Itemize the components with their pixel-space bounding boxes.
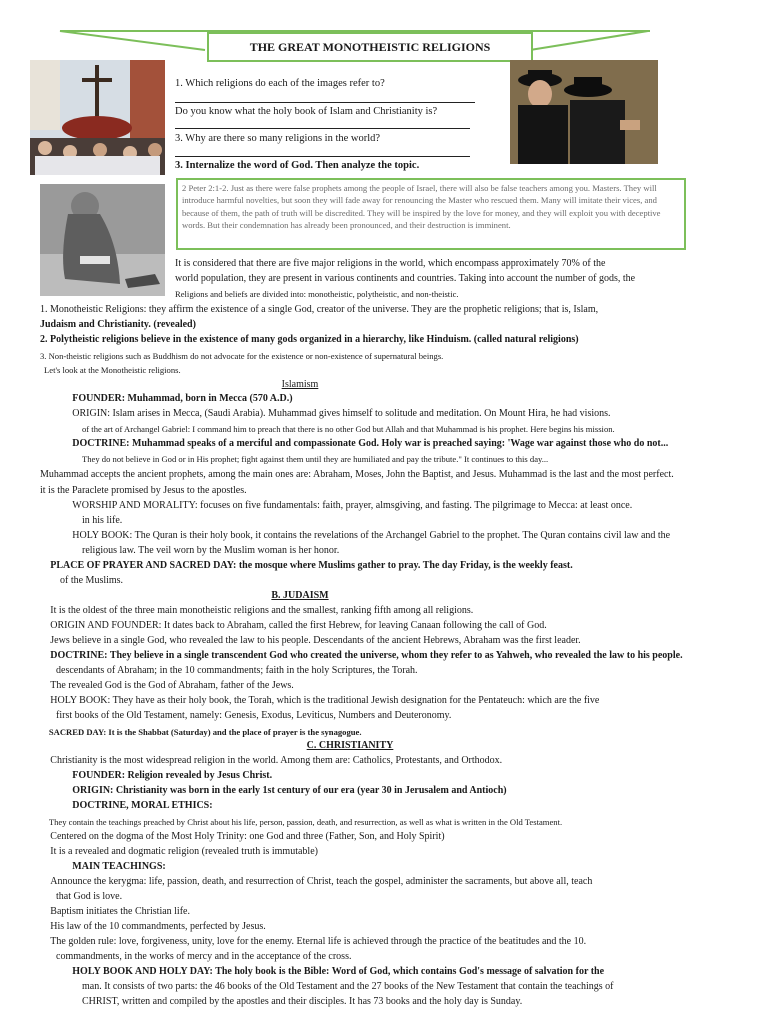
section-heading-islam: Islamism bbox=[281, 379, 319, 390]
christianity-line: Announce the kerygma: life, passion, death, and resurrection of Christ, teach the gospel, administer the sacraments, but above all, teach bbox=[40, 876, 583, 887]
bible-quote: 2 Peter 2:1-2. Just as there were false prophets among the people of Israel, there will also be false teachers among you. Masters. They will introduce harmful novelties, but soon they will fade away for renouncing the Master who rescued them. Many will imitate their vices, and because of them, the path of truth will be discredited. They will be inspired by the love for money, and they will exploit you with deceptive words. But their condemnation has already been pronounced, and their destruction is imminent. bbox=[176, 178, 686, 250]
religion-type-1-cont: Judaism and Christianity. (revealed) bbox=[40, 319, 196, 330]
judaism-doctrine: DOCTRINE: They believe in a single transcendent God who created the universe, whom they refer to as Yahweh, who revealed the law to his people. bbox=[40, 650, 673, 661]
religion-type-1: 1. Monotheistic Religions: they affirm the existence of a single God, creator of the universe. They are the prophetic religions; that is, Islam, bbox=[40, 304, 599, 315]
section-heading-judaism: B. JUDAISM bbox=[271, 590, 329, 601]
christianity-line: It is a revealed and dogmatic religion (revealed truth is immutable) bbox=[40, 846, 308, 857]
christianity-line: The golden rule: love, forgiveness, unity, love for the enemy. Eternal life is achieved through the practice of the beatitudes and the 10. bbox=[40, 936, 576, 947]
muslim-prayer-photo bbox=[40, 184, 165, 296]
christianity-line: They contain the teachings preached by Christ about his life, person, passion, death, and resurrection, as well as what is written in the Old Testament. bbox=[40, 817, 554, 827]
judaism-line: It is the oldest of the three main monotheistic religions and the smallest, ranking fifth among all religions. bbox=[40, 605, 463, 616]
islam-holy-book: HOLY BOOK: The Quran is their holy book, it contains the revelations of the Archangel Gabriel to the prophet. The Quran contains civil law and the bbox=[62, 530, 660, 541]
judaism-line: Jews believe in a single God, who revealed the law to his people. Descendants of the ancient Hebrews, Abraham was the first leader. bbox=[40, 635, 571, 646]
christianity-main-teachings: MAIN TEACHINGS: bbox=[62, 861, 156, 872]
religion-type-3: 3. Non-theistic religions such as Buddhism do not advocate for the existence or non-existence of supernatural beings. bbox=[40, 351, 444, 361]
religion-type-2: 2. Polytheistic religions believe in the existence of many gods organized in a hierarchy, like Hinduism. (called natural religions) bbox=[40, 334, 579, 345]
intro-line: Religions and beliefs are divided into: monotheistic, polytheistic, and non-theistic. bbox=[175, 289, 459, 299]
judaism-origin: ORIGIN AND FOUNDER: It dates back to Abraham, called the first Hebrew, for leaving Canaan following the call of God. bbox=[40, 620, 537, 631]
judaism-sacred-day: SACRED DAY: It is the Shabbat (Saturday) and the place of prayer is the synagogue. bbox=[40, 727, 353, 737]
christianity-line: Baptism initiates the Christian life. bbox=[40, 906, 180, 917]
islam-founder: FOUNDER: Muhammad, born in Mecca (570 A.D.) bbox=[62, 393, 283, 404]
christianity-line: His law of the 10 commandments, perfected by Jesus. bbox=[40, 921, 256, 932]
islam-prophets-cont: it is the Paraclete promised by Jesus to the apostles. bbox=[40, 485, 247, 496]
intro-line: world population, they are present in various continents and countries. Taking into account the number of gods, the bbox=[175, 273, 636, 284]
answer-line bbox=[175, 156, 470, 157]
islam-origin: ORIGIN: Islam arises in Mecca, (Saudi Arabia). Muhammad gives himself to solitude and meditation. On Mount Hira, he had visions. bbox=[62, 408, 601, 419]
judaism-holy-book: HOLY BOOK: They have as their holy book, the Torah, which is the traditional Jewish designation for the Pentateuch: which are the five bbox=[40, 695, 590, 706]
procession-photo bbox=[30, 60, 165, 175]
christianity-line-cont: commandments, in the works of mercy and in the acceptance of the cross. bbox=[56, 951, 352, 962]
judaism-line: The revealed God is the God of Abraham, father of the Jews. bbox=[40, 680, 284, 691]
answer-line bbox=[175, 128, 470, 129]
section-heading-christianity: C. CHRISTIANITY bbox=[306, 740, 394, 751]
islam-place-cont: of the Muslims. bbox=[60, 575, 124, 586]
islam-origin-cont: of the art of Archangel Gabriel: I command him to preach that there is no other God but Allah and that Muhammad is his prophet. Here begins his mission. bbox=[82, 424, 615, 434]
question-1: 1. Which religions do each of the images refer to? bbox=[175, 78, 385, 89]
page-title: THE GREAT MONOTHEISTIC RELIGIONS bbox=[207, 32, 533, 62]
islam-doctrine: DOCTRINE: Muhammad speaks of a merciful and compassionate God. Holy war is preached saying: 'Wage war against those who do not... bbox=[62, 438, 658, 449]
christianity-line: Centered on the dogma of the Most Holy Trinity: one God and three (Father, Son, and Holy Spirit) bbox=[40, 831, 435, 842]
christianity-doctrine: DOCTRINE, MORAL ETHICS: bbox=[62, 800, 203, 811]
islam-doctrine-cont: They do not believe in God or in His prophet; fight against them until they are humiliated and pay the tribute." It continues to this day... bbox=[82, 454, 549, 464]
question-2: Do you know what the holy book of Islam and Christianity is? bbox=[175, 106, 438, 117]
question-3: 3. Why are there so many religions in the world? bbox=[175, 133, 381, 144]
christianity-founder: FOUNDER: Religion revealed by Jesus Christ. bbox=[62, 770, 262, 781]
christianity-holy-book-cont: man. It consists of two parts: the 46 books of the Old Testament and the 27 books of the New Testament that contain the teachings of bbox=[82, 981, 614, 992]
jewish-men-photo bbox=[510, 60, 658, 164]
christianity-holy-book-cont: CHRIST, written and compiled by the apostles and their disciples. It has 73 books and the holy day is Sunday. bbox=[82, 996, 523, 1007]
islam-worship: WORSHIP AND MORALITY: focuses on five fundamentals: faith, prayer, almsgiving, and fasting. The pilgrimage to Mecca: at least once. bbox=[62, 500, 622, 511]
answer-line bbox=[175, 102, 475, 103]
christianity-origin: ORIGIN: Christianity was born in the early 1st century of our era (year 30 in Jerusalem and Antioch) bbox=[62, 785, 497, 796]
islam-prophets: Muhammad accepts the ancient prophets, among the main ones are: Abraham, Moses, John the Baptist, and Jesus. Muhammad is the last and the most perfect. bbox=[40, 469, 674, 480]
islam-place: PLACE OF PRAYER AND SACRED DAY: the mosque where Muslims gather to pray. The day Friday, is the weekly feast. bbox=[40, 560, 563, 571]
islam-holy-book-cont: religious law. The veil worn by the Muslim woman is her honor. bbox=[82, 545, 340, 556]
islam-worship-cont: in his life. bbox=[82, 515, 123, 526]
judaism-doctrine-cont: descendants of Abraham; in the 10 commandments; faith in the holy Scriptures, the Torah. bbox=[56, 665, 418, 676]
header-right-arrow bbox=[528, 28, 653, 54]
christianity-line: Christianity is the most widespread religion in the world. Among them are: Catholics, Protestants, and Orthodox. bbox=[40, 755, 492, 766]
judaism-holy-book-cont: first books of the Old Testament, namely: Genesis, Exodus, Leviticus, Numbers and Deuteronomy. bbox=[56, 710, 452, 721]
intro-monotheistic: Let's look at the Monotheistic religions. bbox=[44, 365, 181, 375]
header-left-arrow bbox=[55, 28, 210, 54]
christianity-line-cont: that God is love. bbox=[56, 891, 123, 902]
intro-line: It is considered that there are five major religions in the world, which encompass approximately 70% of the bbox=[175, 258, 606, 269]
question-4: 3. Internalize the word of God. Then analyze the topic. bbox=[175, 160, 420, 171]
christianity-holy-book: HOLY BOOK AND HOLY DAY: The holy book is the Bible: Word of God, which contains God's message of salvation for the bbox=[62, 966, 594, 977]
